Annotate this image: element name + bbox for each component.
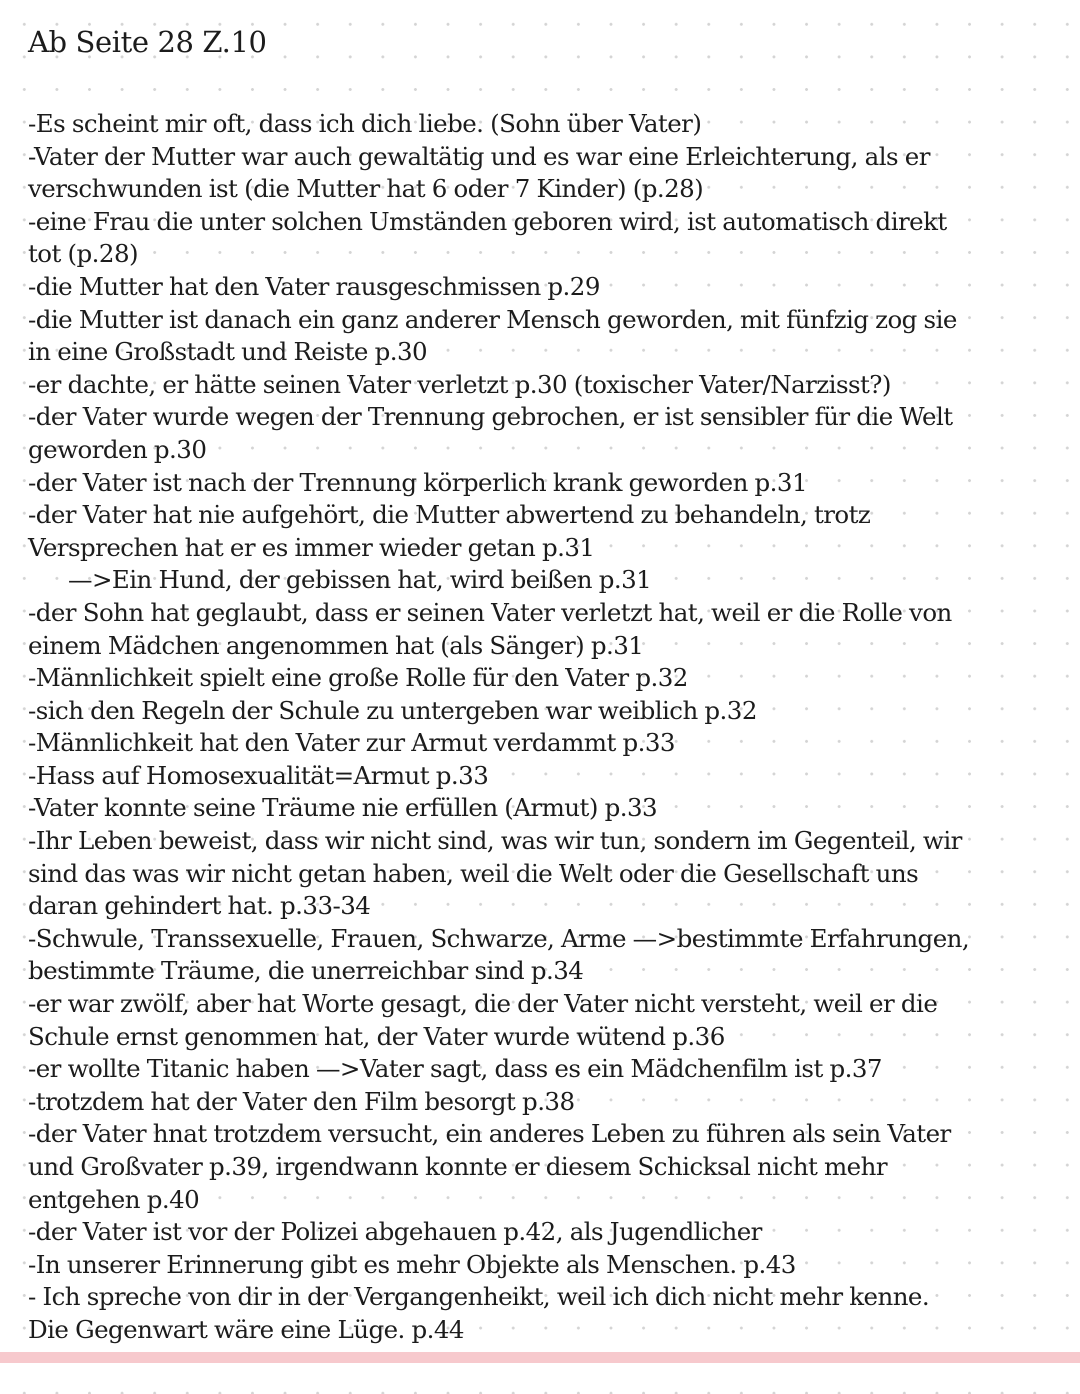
note-line: tot (p.28) bbox=[28, 239, 138, 269]
note-line: -der Vater hat nie aufgehört, die Mutter abwertend zu behandeln, trotz bbox=[28, 500, 871, 530]
note-line: -Männlichkeit spielt eine große Rolle für den Vater p.32 bbox=[28, 663, 688, 693]
note-line: -der Vater ist nach der Trennung körperlich krank geworden p.31 bbox=[28, 467, 807, 497]
note-line: -er war zwölf, aber hat Worte gesagt, die der Vater nicht versteht, weil er die bbox=[28, 989, 938, 1019]
page-bottom-divider bbox=[0, 1352, 1080, 1363]
note-line: -der Sohn hat geglaubt, dass er seinen Vater verletzt hat, weil er die Rolle von bbox=[28, 597, 952, 627]
note-line: -Schwule, Transsexuelle, Frauen, Schwarze, Arme —>bestimmte Erfahrungen, bbox=[28, 923, 970, 953]
note-line: entgehen p.40 bbox=[28, 1184, 200, 1214]
note-line: -er dachte, er hätte seinen Vater verletzt p.30 (toxischer Vater/Narzisst?) bbox=[28, 369, 891, 399]
note-line: -sich den Regeln der Schule zu untergeben war weiblich p.32 bbox=[28, 695, 757, 725]
note-line: -er wollte Titanic haben —>Vater sagt, dass es ein Mädchenfilm ist p.37 bbox=[28, 1054, 882, 1084]
note-line: einem Mädchen angenommen hat (als Sänger) p.31 bbox=[28, 630, 644, 660]
note-line: -der Vater hnat trotzdem versucht, ein anderes Leben zu führen als sein Vater bbox=[28, 1119, 951, 1149]
note-line: -Vater der Mutter war auch gewaltätig und es war eine Erleichterung, als er bbox=[28, 141, 930, 171]
note-line: -In unserer Erinnerung gibt es mehr Objekte als Menschen. p.43 bbox=[28, 1249, 796, 1279]
note-line: -Ihr Leben beweist, dass wir nicht sind, was wir tun, sondern im Gegenteil, wir bbox=[28, 826, 962, 856]
note-line: -die Mutter hat den Vater rausgeschmissen p.29 bbox=[28, 271, 600, 301]
notes-list bbox=[28, 108, 1068, 1347]
note-line: sind das was wir nicht getan haben, weil die Welt oder die Gesellschaft uns bbox=[28, 858, 919, 888]
note-line: -Es scheint mir oft, dass ich dich liebe. (Sohn über Vater) bbox=[28, 109, 702, 138]
note-line: -Männlichkeit hat den Vater zur Armut verdammt p.33 bbox=[28, 728, 675, 758]
note-line: geworden p.30 bbox=[28, 434, 207, 464]
note-line: -Vater konnte seine Träume nie erfüllen (Armut) p.33 bbox=[28, 793, 658, 823]
note-line: und Großvater p.39, irgendwann konnte er diesem Schicksal nicht mehr bbox=[28, 1152, 888, 1181]
note-line: in eine Großstadt und Reiste p.30 bbox=[28, 337, 428, 367]
page-heading: Ab Seite 28 Z.10 bbox=[28, 25, 267, 59]
note-line: -eine Frau die unter solchen Umständen geboren wird, ist automatisch direkt bbox=[28, 206, 947, 236]
note-line: bestimmte Träume, die unerreichbar sind p.34 bbox=[28, 956, 584, 986]
note-line: -der Vater wurde wegen der Trennung gebrochen, er ist sensibler für die Welt bbox=[28, 402, 953, 432]
note-line: verschwunden ist (die Mutter hat 6 oder 7 Kinder) (p.28) bbox=[28, 174, 704, 204]
note-line: daran gehindert hat. p.33-34 bbox=[28, 891, 371, 921]
note-line: -der Vater ist vor der Polizei abgehauen p.42, als Jugendlicher bbox=[28, 1217, 762, 1247]
note-line: Die Gegenwart wäre eine Lüge. p.44 bbox=[28, 1314, 464, 1344]
note-line: - Ich spreche von dir in der Vergangenheikt, weil ich dich nicht mehr kenne. bbox=[28, 1282, 930, 1312]
note-line: -die Mutter ist danach ein ganz anderer Mensch geworden, mit fünfzig zog sie bbox=[28, 304, 957, 334]
note-line: -Hass auf Homosexualität=Armut p.33 bbox=[28, 760, 489, 790]
note-line-arrow: —>Ein Hund, der gebissen hat, wird beißen p.31 bbox=[68, 565, 652, 595]
note-line: Schule ernst genommen hat, der Vater wurde wütend p.36 bbox=[28, 1021, 725, 1051]
note-line: Versprechen hat er es immer wieder getan p.31 bbox=[28, 532, 595, 562]
note-line: -trotzdem hat der Vater den Film besorgt p.38 bbox=[28, 1086, 575, 1116]
